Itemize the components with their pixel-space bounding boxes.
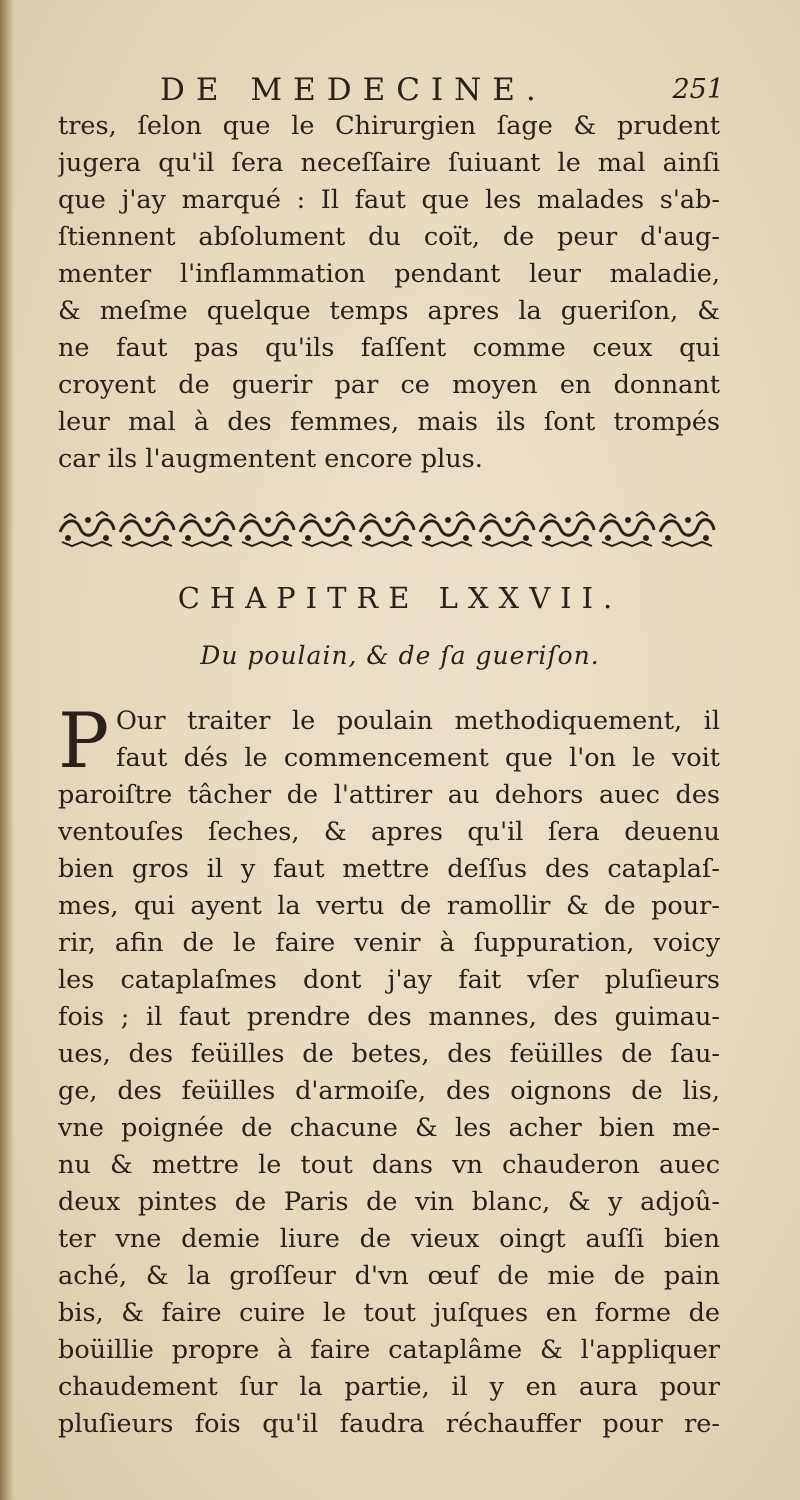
- text-line: boüillie propre à faire cataplâme & l'appliquer: [58, 1335, 720, 1365]
- text-line: leur mal à des femmes, mais ils ſont trompés: [58, 407, 720, 437]
- chapter-title: CHAPITRE LXXVII.: [177, 581, 623, 615]
- text-line: aché, & la groſſeur d'vn œuf de mie de pain: [58, 1261, 720, 1291]
- text-line: ne faut pas qu'ils faſſent comme ceux qui: [58, 333, 720, 363]
- text-line: tres, ſelon que le Chirurgien ſage & prudent: [58, 111, 720, 141]
- text-line: croyent de guerir par ce moyen en donnant: [58, 370, 720, 400]
- text-line: menter l'inflammation pendant leur maladie,: [58, 259, 720, 289]
- text-line: vne poignée de chacune & les acher bien me-: [58, 1113, 720, 1143]
- text-line: ge, des feüilles d'armoiſe, des oignons de lis,: [58, 1076, 720, 1106]
- text-line: fois ; il faut prendre des mannes, des guimau-: [58, 1002, 720, 1032]
- text-line: deux pintes de Paris de vin blanc, & y adjoû-: [58, 1187, 720, 1217]
- ornament-band: [58, 510, 718, 550]
- text-line: Our traiter le poulain methodiquement, il: [116, 706, 720, 736]
- top-paragraph: [58, 108, 720, 478]
- drop-cap: P: [58, 696, 110, 785]
- text-line: car ils l'augmentent encore plus.: [58, 444, 483, 474]
- text-line: faut dés le commencement que l'on le voit: [116, 743, 720, 773]
- text-line: bien gros il y faut mettre deſſus des cataplaſ-: [58, 854, 720, 884]
- text-line: paroiſtre tâcher de l'attirer au dehors auec des: [58, 780, 720, 810]
- text-line: chaudement ſur la partie, il y en aura pour: [58, 1372, 720, 1402]
- text-line: rir, afin de le faire venir à ſuppuration, voicy: [58, 928, 720, 958]
- page-number: 251: [672, 74, 724, 105]
- text-line: ues, des feüilles de betes, des feüilles de ſau-: [58, 1039, 720, 1069]
- text-line: que j'ay marqué : Il faut que les malades s'ab-: [58, 185, 720, 215]
- running-title: DE MEDECINE.: [160, 72, 547, 108]
- text-line: ſtiennent abſolument du coït, de peur d'aug-: [58, 222, 720, 252]
- text-line: pluſieurs fois qu'il faudra réchauffer pour re-: [58, 1409, 720, 1439]
- text-line: ventouſes ſeches, & apres qu'il ſera deuenu: [58, 817, 720, 847]
- binding-edge: [0, 0, 14, 1500]
- text-line: nu & mettre le tout dans vn chauderon auec: [58, 1150, 720, 1180]
- text-line: bis, & faire cuire le tout juſques en forme de: [58, 1298, 720, 1328]
- page-header: [160, 70, 724, 110]
- chapter-subtitle: Du poulain, & de ſa gueriſon.: [200, 641, 600, 670]
- text-line: mes, qui ayent la vertu de ramollir & de pour-: [58, 891, 720, 921]
- text-line: & meſme quelque temps apres la gueriſon, &: [58, 296, 720, 326]
- text-line: les cataplaſmes dont j'ay fait vſer pluſieurs: [58, 965, 720, 995]
- body-paragraph: [58, 696, 720, 1443]
- text-line: jugera qu'il ſera neceſſaire ſuiuant le mal ainſi: [58, 148, 720, 178]
- text-line: ter vne demie liure de vieux oingt auſſi bien: [58, 1224, 720, 1254]
